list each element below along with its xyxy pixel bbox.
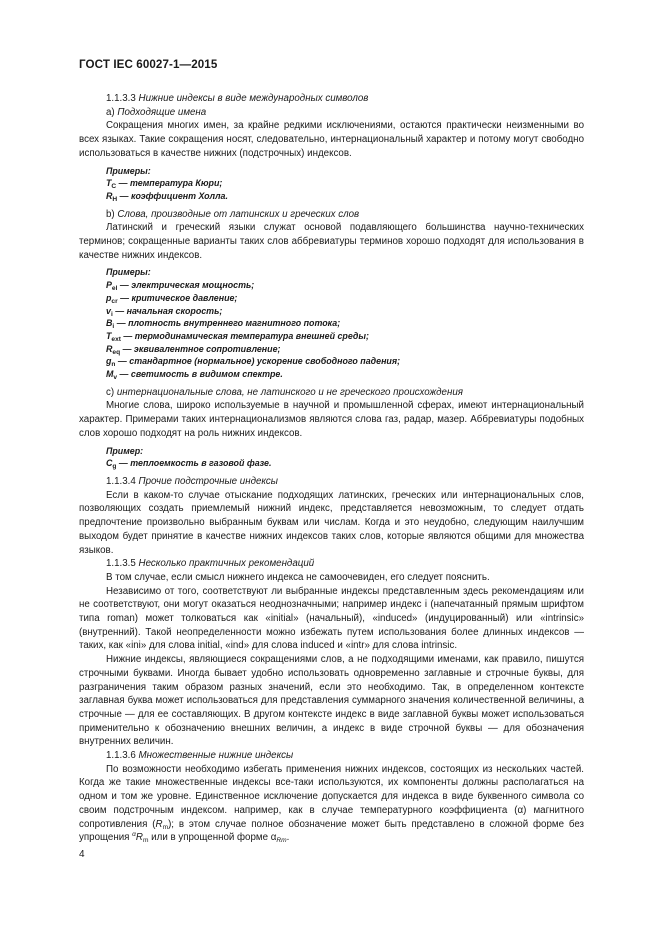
examples-title: Примеры: <box>106 267 151 278</box>
example-item: $g_n$ — стандартное (нормальное) ускорение свободного падения; <box>106 356 401 369</box>
paragraph: Нижние индексы, являющиеся сокращениями слов, а не подходящими именами, как правило, пишутся строчными буквами. Иногда бывает удобно использовать одновременно заглавные и строчные буквы, для разграничения таким образом разных значений, если это необходимо. Так, в определенном контексте заглавная буква может использоваться для представления суммарного значения количественной величины, а строчные — для ее составляющих. В другом контексте индекс в виде заглавной буквы может использоваться применительно к обозначению внешних величин, а индекс в виде строчной буквы — для обозначения внутренних величин. <box>79 654 584 748</box>
paragraph: По возможности необходимо избегать применения нижних индексов, состоящих из нескольких частей. Когда же такие множественные индексы все-таки используются, их компоненты должны располагаться на одном и том же уровне. Единственное исключение допускается для индекса в виде буквенного символа со своим подстрочным индексом. например, как в случае температурного коэффициента (α) магнитного сопротивления $(R_m)$; в этом случае полное обозначение может быть представлено в сложной форме без упрощения $^\alpha R_m$ или в упрощенной форме $\alpha_{Rm}$. <box>79 763 584 845</box>
paragraph: Латинский и греческий языки служат основой подавляющего большинства научно-технических терминов; сокращенные варианты таких слов аббревиатуры терминов хорошо подходят для использования в качестве нижних индексов. <box>79 222 584 261</box>
paragraph: Если в каком-то случае отыскание подходящих латинских, греческих или интернациональных слов, позволяющих создать приемлемый нижний индекс, представляется невозможным, то следует отдать предпочтение произвольно выбранным буквам или числам. Когда и это неудобно, следующим наилучшим выходом будет принятие в качестве нижних индексов таких слов, которые являются общими для множества языков. <box>79 489 584 556</box>
example-item: $p_{cr}$ — критическое давление; <box>106 292 238 305</box>
paragraph: Независимо от того, соответствуют ли выбранные индексы представленным здесь рекомендациям или не соответствуют, они могут оказаться неоднозначными; например индекс i (напечатанный прямым шрифтом типа roman) может толковаться как «initial» (начальный), «induced» (индуцированный) или «intrinsic» (внутренний). Такой неопределенности можно избежать путем использования более длинных индексов — таких, как «ini» для слова initial, «ind» для слова induced и «intr» для слова intrinsic. <box>79 585 584 652</box>
example-item: $T_C$ — температура Кюри; <box>106 178 223 191</box>
example-item: $R_H$ — коэффициент Холла. <box>106 190 228 203</box>
document-body <box>79 92 584 845</box>
examples-list-b <box>79 279 584 381</box>
subsection-heading-c: с) интернациональные слова, не латинского и не греческого происхождения <box>106 386 463 398</box>
page-number: 4 <box>79 849 85 860</box>
document-header: ГОСТ IEC 60027-1—2015 <box>79 58 218 71</box>
example-item: $M_v$ — светимость в видимом спектре. <box>106 369 283 382</box>
example-item: $P_{el}$ — электрическая мощность; <box>106 280 255 293</box>
paragraph: Многие слова, широко используемые в научной и промышленной сферах, имеют интернациональный характер. Примерами таких интернационализмов являются слова газ, радар, мазер. Аббревиатуры подобных слов хорошо подходят на роль нижних индексов. <box>79 400 584 439</box>
example-item: $B_i$ — плотность внутреннего магнитного потока; <box>106 318 341 331</box>
paragraph: В том случае, если смысл нижнего индекса не самоочевиден, его следует пояснить. <box>106 571 490 583</box>
examples-title: Примеры: <box>106 165 151 176</box>
example-item: $C_g$ — теплоемкость в газовой фазе. <box>106 458 272 471</box>
example-item: $v_i$ — начальная скорость; <box>106 305 223 318</box>
section-heading-1-1-3-5: 1.1.3.5 Несколько практичных рекомендаций <box>106 558 315 570</box>
section-heading-1-1-3-6: 1.1.3.6 Множественные нижние индексы <box>106 750 294 762</box>
section-heading-1-1-3-4: 1.1.3.4 Прочие подстрочные индексы <box>106 475 278 487</box>
subsection-heading-b: b) Слова, производные от латинских и греческих слов <box>106 208 360 220</box>
subsection-heading-a: а) Подходящие имена <box>106 106 207 118</box>
paragraph: Сокращения многих имен, за крайне редкими исключениями, остаются практически неизменными во всех языках. Такие сокращения носят, следовательно, интернациональный характер и потому могут свободно использоваться в качестве нижних (подстрочных) индексов. <box>79 120 584 159</box>
example-item: $T_{ext}$ — термодинамическая температура внешней среды; <box>106 330 369 343</box>
example-title: Пример: <box>106 445 144 456</box>
section-heading-1-1-3-3 <box>79 92 584 106</box>
section-title: Нижние индексы в виде международных символов <box>138 93 369 104</box>
example-item: $R_{eq}$ — эквивалентное сопротивление; <box>106 343 281 356</box>
section-number: 1.1.3.3 <box>106 93 136 104</box>
examples-list-a <box>79 177 584 202</box>
